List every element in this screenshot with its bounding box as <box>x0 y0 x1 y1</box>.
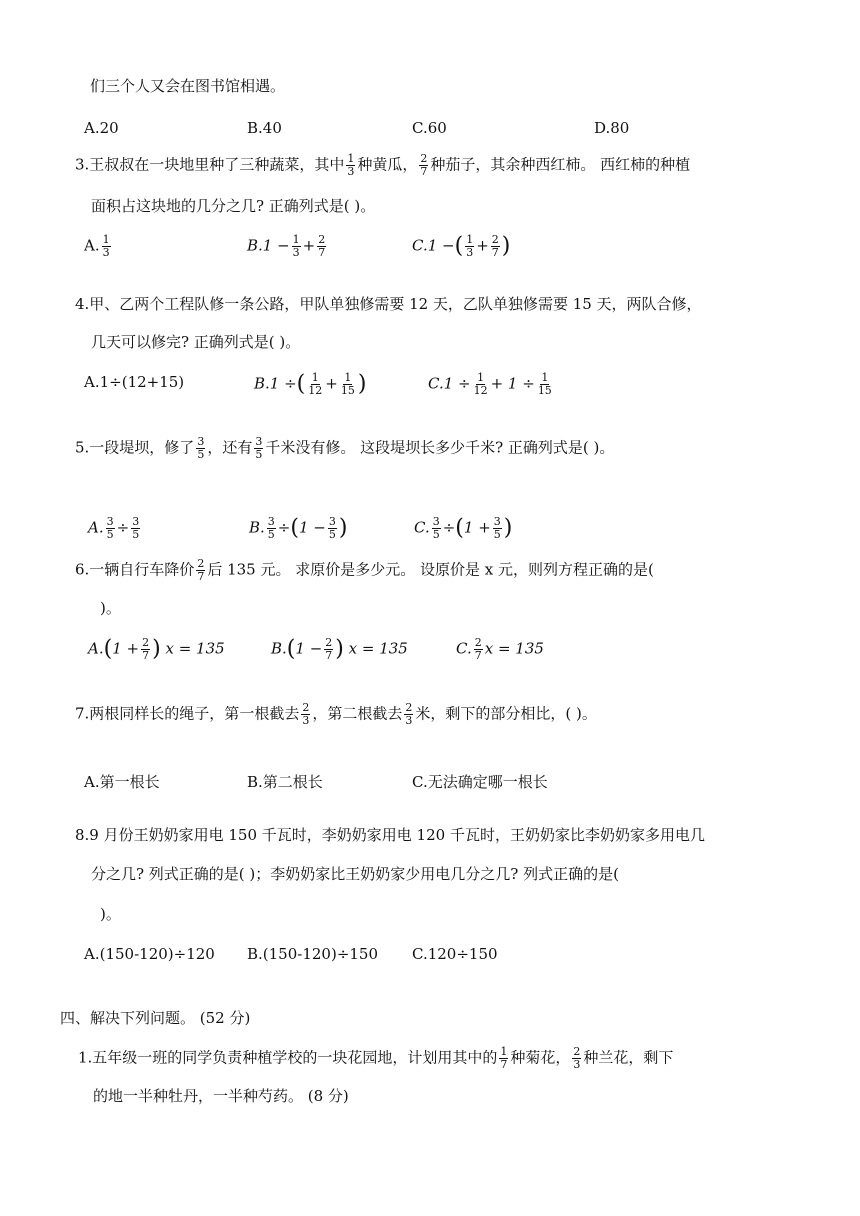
q8-option-a: A.(150-120)÷120 <box>84 945 215 963</box>
q2-option-c: C.60 <box>412 119 447 137</box>
q2-option-b: B.40 <box>247 119 282 137</box>
q7-option-a: A.第一根长 <box>84 773 160 791</box>
q6-option-a: A.(1 + $\frac{2}{7}$ ) x = 135 <box>88 636 225 662</box>
q3-option-a: A. $\frac{1}{3}$ <box>84 233 110 259</box>
q7-option-b: B.第二根长 <box>247 773 323 791</box>
q6-option-b: B.(1 − $\frac{2}{7}$ ) x = 135 <box>271 636 408 662</box>
q4-option-c: C.1 ÷ $\frac{1}{12}$ + 1 ÷ $\frac{1}{15}$ <box>428 371 552 397</box>
q3-question: 3.王叔叔在一块地里种了三种蔬菜，其中 $\frac{1}{3}$ 种黄瓜， $\frac{2}{7}$ 种茄子，其余种西红柿。 西红柿的种植 <box>75 152 691 178</box>
q6-option-c: C. $\frac{2}{7}$ x = 135 <box>456 636 544 662</box>
q6-question-line2: )。 <box>100 599 121 617</box>
q8-question-line2: 分之几? 列式正确的是( )；李奶奶家比王奶奶家少用电几分之几? 列式正确的是( <box>91 865 619 883</box>
q5-option-b: B. $\frac{3}{5}$ ÷(1 − $\frac{3}{5}$ ) <box>249 515 348 541</box>
q6-question: 6.一辆自行车降价 $\frac{2}{7}$ 后 135 元。 求原价是多少元。 设原价是 x 元，则列方程正确的是( <box>75 557 654 583</box>
fraction: $\frac{2}{7}$ <box>420 152 428 178</box>
q2-tail-text: 们三个人又会在图书馆相遇。 <box>90 77 286 95</box>
section-heading: 四、解决下列问题。 (52 分) <box>60 1009 251 1027</box>
q8-question-line3: )。 <box>100 905 121 923</box>
q3-option-c: C.1 −( $\frac{1}{3}$ + $\frac{2}{7}$ ) <box>412 233 511 259</box>
s4-q1-question-line2: 的地一半种牡丹，一半种芍药。 (8 分) <box>93 1087 349 1105</box>
q7-question: 7.两根同样长的绳子，第一根截去 $\frac{2}{3}$ ，第二根截去 $\frac{2}{3}$ 米，剩下的部分相比，( )。 <box>75 701 597 727</box>
q2-option-d: D.80 <box>594 119 630 137</box>
q4-question-line2: 几天可以修完? 正确列式是( )。 <box>91 333 301 351</box>
q5-option-a: A. $\frac{3}{5}$ ÷ $\frac{3}{5}$ <box>88 515 140 541</box>
q5-option-c: C. $\frac{3}{5}$ ÷(1 + $\frac{3}{5}$ ) <box>414 515 513 541</box>
s4-q1-question: 1.五年级一班的同学负责种植学校的一块花园地，计划用其中的 $\frac{1}{7}$ 种菊花， $\frac{2}{3}$ 种兰花，剩下 <box>78 1045 674 1071</box>
q8-option-b: B.(150-120)÷150 <box>247 945 379 963</box>
q8-question: 8.9 月份王奶奶家用电 150 千瓦时，李奶奶家用电 120 千瓦时，王奶奶家比李奶奶家多用电几 <box>75 826 705 844</box>
fraction: $\frac{1}{3}$ <box>347 152 355 178</box>
q3-option-b: B.1 − $\frac{1}{3}$ + $\frac{2}{7}$ <box>247 233 326 259</box>
q8-option-c: C.120÷150 <box>412 945 498 963</box>
q7-option-c: C.无法确定哪一根长 <box>412 773 548 791</box>
q2-option-a: A.20 <box>84 119 119 137</box>
q4-option-a: A.1÷(12+15) <box>84 373 185 391</box>
q3-question-line2: 面积占这块地的几分之几? 正确列式是( )。 <box>91 197 376 215</box>
q5-question: 5.一段堤坝，修了 $\frac{3}{5}$ ，还有 $\frac{3}{5}$ 千米没有修。 这段堤坝长多少千米? 正确列式是( )。 <box>75 435 615 461</box>
q4-option-b: B.1 ÷( $\frac{1}{12}$ + $\frac{1}{15}$ ) <box>254 371 367 397</box>
q4-question: 4.甲、乙两个工程队修一条公路，甲队单独修需要 12 天，乙队单独修需要 15 天，两队合修， <box>75 295 702 313</box>
